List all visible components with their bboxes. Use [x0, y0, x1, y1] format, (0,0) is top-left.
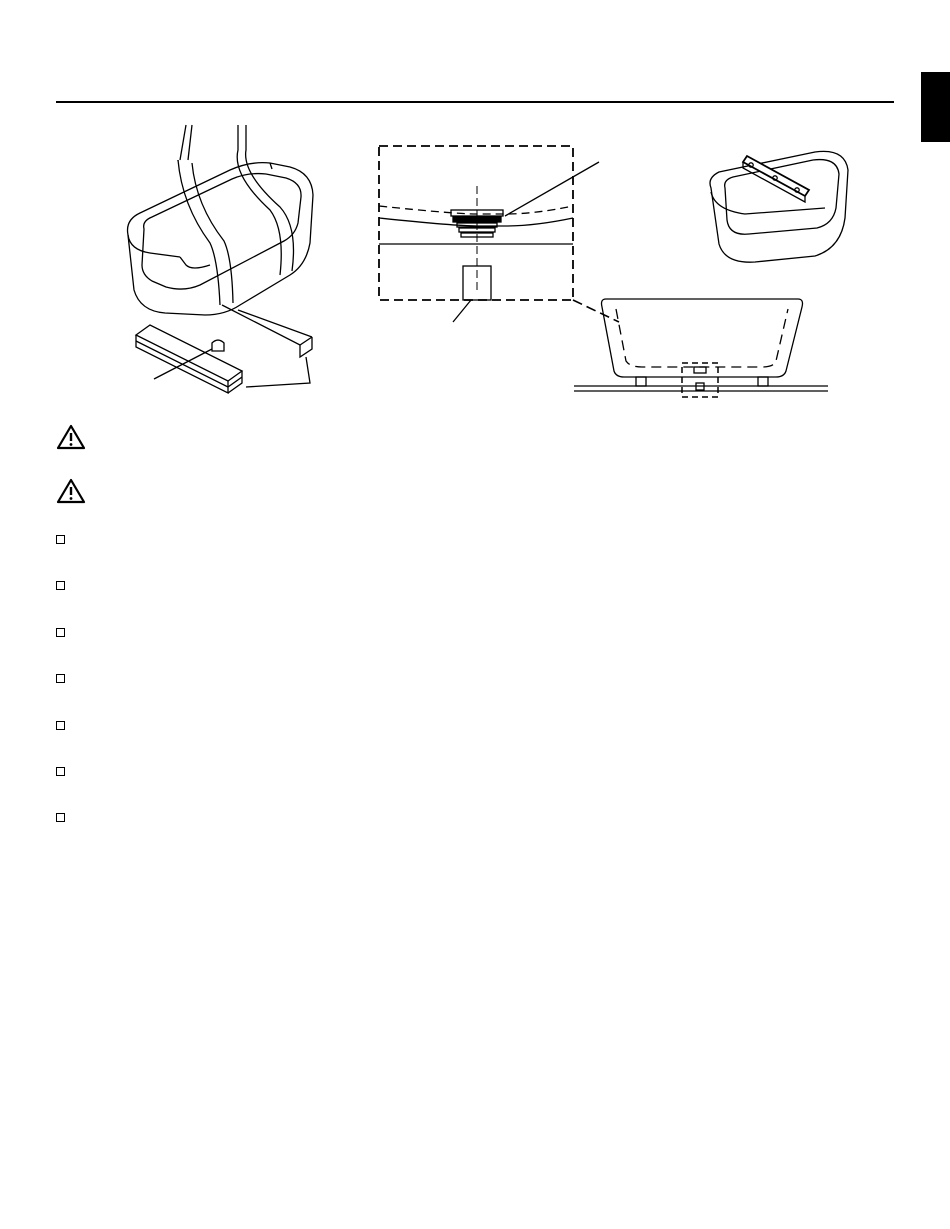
checkbox-icon[interactable] [56, 581, 65, 590]
checkbox-icon[interactable] [56, 813, 65, 822]
checkbox-icon[interactable] [56, 674, 65, 683]
warning-triangle-icon [56, 478, 86, 504]
header-rule [56, 101, 894, 103]
side-view-illustration [572, 295, 830, 400]
side-tab-marker [921, 72, 950, 142]
checkbox-icon[interactable] [56, 628, 65, 637]
checkbox-icon[interactable] [56, 535, 65, 544]
spreader-bar-illustration [705, 148, 855, 266]
checkbox-icon[interactable] [56, 721, 65, 730]
warning-triangle-icon [56, 424, 86, 450]
checkbox-icon[interactable] [56, 767, 65, 776]
lifting-illustration [120, 125, 330, 400]
